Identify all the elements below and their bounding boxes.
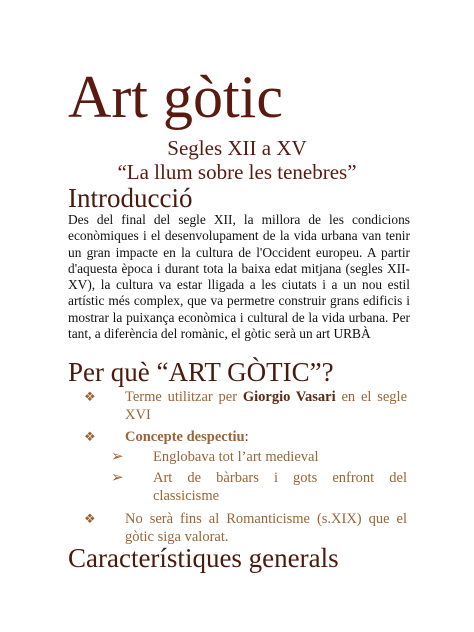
diamond-bullet-icon: ❖	[84, 389, 96, 404]
page-quote: “La llum sobre les tenebres”	[117, 160, 357, 184]
diamond-bullet-icon: ❖	[84, 511, 96, 526]
page-subtitle: Segles XII a XV	[167, 136, 307, 160]
intro-heading: Introducció	[68, 183, 193, 213]
sub-bullet-barbarians	[153, 469, 407, 505]
bullet-pejorative	[125, 428, 407, 446]
bullet-vasari-prefix: Terme utilitzar per	[125, 389, 238, 405]
bullet-romanticism: No serà fins al Romanticisme (s.XIX) que el gòtic siga valorat.	[125, 511, 407, 545]
bullet-vasari-name: Giorgio Vasari	[242, 389, 336, 405]
diamond-bullet-icon: ❖	[84, 429, 96, 444]
bullet-vasari-suffix: en el segle XVI	[125, 389, 408, 423]
intro-paragraph: Des del final del segle XII, la millora de les condicions econòmiques i el desenvolupament de la vida urbana van tenir un gran impacte en la cultura de l'Occident europeu. A partir d'aquesta època i durant tota la baixa edat mitjana (segles XII-XV), la cultura va estar lligada a les ciutats i a un nou estil artístic més complex, que va permetre construir grans edificis i mostrar la puixança econòmica i cultural de la vida urbana. Per tant, a diferència del romànic, el gòtic serà un art URBÀ	[68, 212, 410, 342]
arrow-bullet-icon: ➢	[111, 449, 124, 465]
sub-bullet-barbarians-text: Art de bàrbars i gots enfront del classicisme	[153, 470, 407, 504]
bullet-pejorative-label: Concepte despectiu	[125, 429, 245, 445]
characteristics-heading: Característiques generals	[68, 543, 339, 573]
bullet-pejorative-colon: :	[244, 429, 249, 445]
page-title: Art gòtic	[68, 64, 283, 130]
bullet-vasari	[125, 388, 407, 424]
sub-bullet-medieval: Englobava tot l’art medieval	[153, 449, 319, 465]
why-heading: Per què “ART GÒTIC”?	[68, 357, 334, 387]
arrow-bullet-icon: ➢	[111, 470, 124, 486]
